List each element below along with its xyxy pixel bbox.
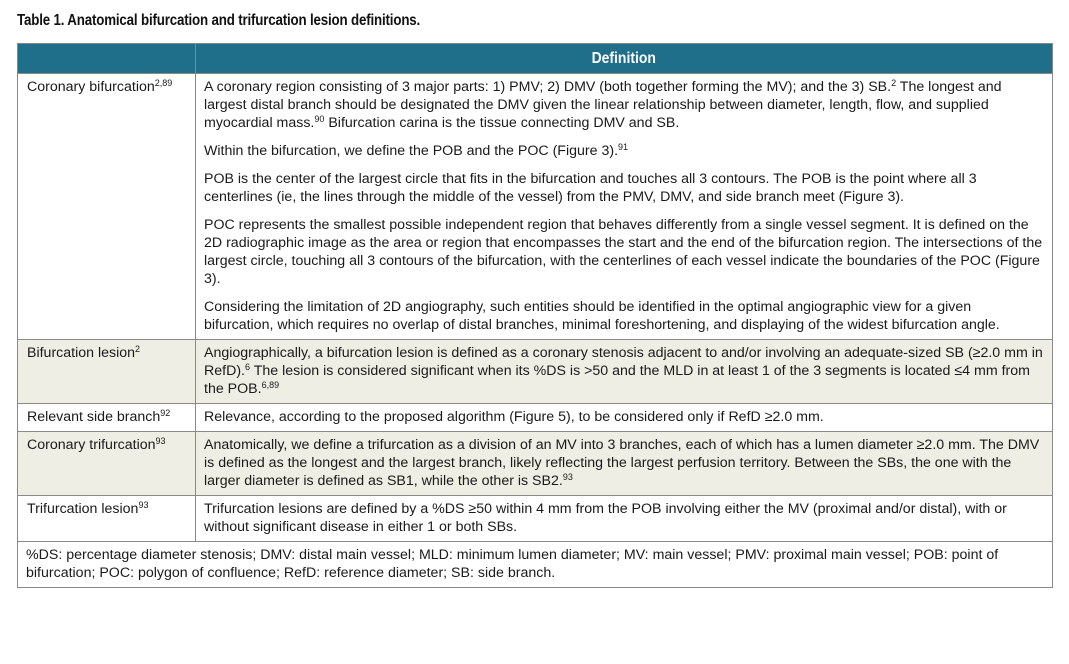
table-row	[18, 496, 1053, 542]
definition-cell	[196, 496, 1053, 542]
reference-superscript: 2	[135, 344, 141, 354]
definition-text: A coronary region consisting of 3 major parts: 1) PMV; 2) DMV (both together forming the MV); and the 3) SB.	[204, 79, 892, 95]
header-definition: Definition	[196, 44, 1053, 74]
reference-superscript: 91	[618, 142, 629, 152]
definition-text: POC represents the smallest possible independent region that behaves differently from a single vessel segment. It is defined on the 2D radiographic image as the area or region that encompasses the start and the end of the bifurcation region. The intersections of the largest circle, touching all 3 contours of the bifurcation, with the centerlines of each vessel indicate the boundaries of the POC (Figure 3).	[204, 217, 1043, 287]
reference-superscript: 92	[160, 408, 171, 418]
definition-paragraph	[204, 408, 1044, 426]
reference-superscript: 6,89	[261, 380, 280, 390]
definition-paragraph	[204, 216, 1044, 288]
definition-paragraph	[204, 142, 1044, 160]
definition-text: POB is the center of the largest circle that fits in the bifurcation and touches all 3 contours. The POB is the point where all 3 centerlines (ie, the lines through the middle of the vessel) from the PMV, DMV, and side branch meet (Figure 3).	[204, 171, 977, 205]
term-cell	[18, 404, 196, 432]
header-term	[18, 44, 196, 74]
definition-paragraph	[204, 170, 1044, 206]
table-row	[18, 74, 1053, 340]
term-cell	[18, 432, 196, 496]
term-label: Coronary trifurcation	[27, 437, 156, 453]
definition-paragraph	[204, 436, 1044, 490]
term-cell	[18, 340, 196, 404]
definitions-table	[17, 43, 1053, 588]
definition-text: The longest and largest distal branch should be designated the DMV given the linear relationship between diameter, length, flow, and supplied myocardial mass.	[204, 79, 1002, 131]
reference-superscript: 93	[562, 472, 573, 482]
term-cell	[18, 496, 196, 542]
table-row	[18, 340, 1053, 404]
definition-text: Angiographically, a bifurcation lesion is defined as a coronary stenosis adjacent to and/or involving an adequate-sized SB (≥2.0 mm in RefD).	[204, 345, 1043, 379]
term-label: Coronary bifurcation	[27, 79, 155, 95]
definition-paragraph	[204, 500, 1044, 536]
term-label: Relevant side branch	[27, 409, 161, 425]
reference-superscript: 90	[314, 114, 325, 124]
table-header-row	[18, 44, 1053, 74]
definition-cell	[196, 432, 1053, 496]
term-label: Bifurcation lesion	[27, 345, 136, 361]
reference-superscript: 93	[155, 436, 166, 446]
definition-paragraph	[204, 298, 1044, 334]
footnote-row	[18, 542, 1053, 588]
reference-superscript: 2	[891, 78, 897, 88]
term-cell	[18, 74, 196, 340]
definition-cell	[196, 74, 1053, 340]
definition-paragraph	[204, 78, 1044, 132]
definition-text: Considering the limitation of 2D angiography, such entities should be identified in the optimal angiographic view for a given bifurcation, which requires no overlap of distal branches, minimal foreshortening, and displaying of the widest bifurcation angle.	[204, 299, 1000, 333]
table-row	[18, 432, 1053, 496]
reference-superscript: 6	[245, 362, 251, 372]
table-body	[18, 74, 1053, 542]
table-caption: Table 1. Anatomical bifurcation and trifurcation lesion definitions.	[17, 12, 421, 29]
definition-cell	[196, 340, 1053, 404]
reference-superscript: 93	[138, 500, 149, 510]
definition-text: Anatomically, we define a trifurcation as a division of an MV into 3 branches, each of which has a lumen diameter ≥2.0 mm. The DMV is defined as the longest and the largest branch, likely reflecting the largest perfusion territory. Between the SBs, the one with the larger diameter is defined as SB1, while the other is SB2.	[204, 437, 1040, 489]
table-footnote: %DS: percentage diameter stenosis; DMV: distal main vessel; MLD: minimum lumen diameter; MV: main vessel; PMV: proximal main vessel; POB: point of bifurcation; POC: polygon of confluence; RefD: reference diameter; SB: side branch.	[18, 542, 1053, 588]
definition-text: Trifurcation lesions are defined by a %DS ≥50 within 4 mm from the POB involving either the MV (proximal and/or distal), with or without significant disease in either 1 or both SBs.	[204, 501, 1007, 535]
definition-text: Relevance, according to the proposed algorithm (Figure 5), to be considered only if RefD ≥2.0 mm.	[204, 409, 824, 425]
table-row	[18, 404, 1053, 432]
definition-paragraph	[204, 344, 1044, 398]
definition-text: Bifurcation carina is the tissue connecting DMV and SB.	[324, 115, 680, 131]
reference-superscript: 2,89	[154, 78, 173, 88]
definition-text: The lesion is considered significant when its %DS is >50 and the MLD in at least 1 of the 3 segments is located ≤4 mm from the POB.	[204, 363, 1030, 397]
definition-cell	[196, 404, 1053, 432]
definition-text: Within the bifurcation, we define the POB and the POC (Figure 3).	[204, 143, 619, 159]
term-label: Trifurcation lesion	[27, 501, 139, 517]
